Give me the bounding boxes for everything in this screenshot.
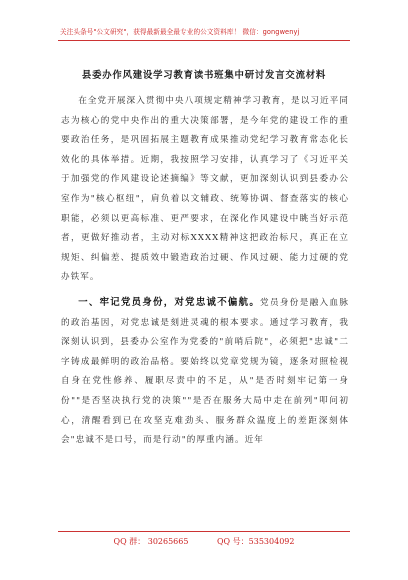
section-1-text: 党员身份是融入血脉的政治基因，对党忠诚是刻进灵魂的根本要求。通过学习教育，我深刻认识到，县委办公室作为党委的"前哨后院"，必须把"忠诚"二字铸成最鲜明的政治品格。要始终以党章党规为镜，逐条对照检视自身在党性修养、履职尽责中的不足，从"是否时刻牢记第一身份""是否坚决执行党的决策""是否在服务大局中走在前列"叩问初心，清醒看到已在攻坚克难劲头、服务群众温度上的差距深刻体会"忠诚不是口号，而是行动"的厚重内涵。近年 <box>61 297 349 446</box>
header-banner: 关注头条号"公文研究"，获得最新最全最专业的公文资料库！ 微信：gongwenyj <box>60 28 300 36</box>
section-1-paragraph <box>61 293 349 451</box>
section-1-heading: 一、牢记党员身份，对党忠诚不偏航。 <box>78 296 261 308</box>
footer-contact <box>0 536 408 547</box>
document-body <box>61 92 349 451</box>
intro-paragraph: 在全党开展深入贯彻中央八项规定精神学习教育，是以习近平同志为核心的党中央作出的重大决策部署，是今年党的建设工作的重要政治任务，是巩固拓展主题教育成果推动党纪学习教育常态化长效化的具体举措。近期，我按照学习安排，认真学习了《习近平关于加强党的作风建设论述摘编》等文献，更加深刻认识到县委办公室作为"核心枢纽"，肩负着以文辅政、统筹协调、督查落实的核心职能，必须以更高标准、更严要求，在深化作风建设中眺当好示范者，更做好推动者，主动对标XXXX精神这把政治标尺，真正在立规矩、纠偏差、提质效中锻造政治过硬、作风过硬、能力过硬的党办铁军。 <box>61 96 349 283</box>
header-divider <box>58 40 350 41</box>
footer-qq-group: QQ 群： 30265665 <box>113 537 189 546</box>
document-title: 县委办作风建设学习教育读书班集中研讨发言交流材料 <box>81 70 327 81</box>
footer-qq-number: QQ 号：535304092 <box>217 537 295 546</box>
footer-divider <box>58 531 350 532</box>
